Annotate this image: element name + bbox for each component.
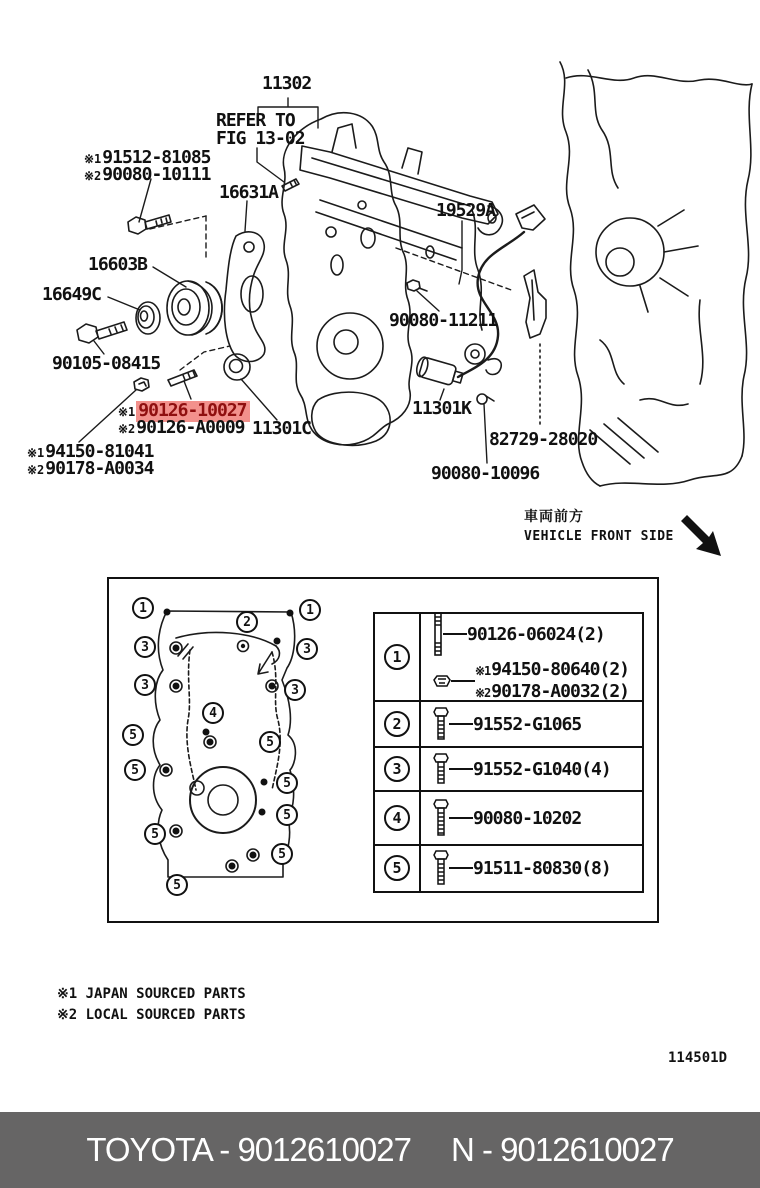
bolt-90080-10096 xyxy=(477,394,494,404)
leader-line xyxy=(449,867,473,869)
row-callout: 3 xyxy=(384,756,410,782)
engine-block xyxy=(560,62,752,486)
diagram-callout-5: 5 xyxy=(276,772,298,794)
part-number[interactable]: ※290178-A0032(2) xyxy=(475,681,629,702)
bolt-icon xyxy=(433,753,449,785)
part-label-91512-81085[interactable]: ※1 91512-81085 xyxy=(84,147,211,168)
crank-sensor-11301K xyxy=(415,356,465,388)
diagram-callout-5: 5 xyxy=(144,823,166,845)
stud-90126 xyxy=(168,370,197,386)
row-callout: 5 xyxy=(384,855,410,881)
table-row[interactable] xyxy=(375,846,642,891)
diagram-callout-4: 4 xyxy=(202,702,224,724)
part-label-11302[interactable]: 11302 xyxy=(262,73,312,94)
part-number[interactable]: 91552-G1040(4) xyxy=(473,758,611,780)
part-number[interactable]: 90080-10202 xyxy=(473,807,582,829)
front-direction-arrow xyxy=(681,515,721,556)
nut-icon xyxy=(433,674,451,688)
leader-line xyxy=(449,817,473,819)
diagram-callout-1: 1 xyxy=(299,599,321,621)
part-number[interactable]: 91552-G1065 xyxy=(473,713,582,735)
note-local-sourced: ※2 LOCAL SOURCED PARTS xyxy=(57,1007,246,1023)
bolt-91512 xyxy=(128,215,171,234)
vehicle-front-en: VEHICLE FRONT SIDE xyxy=(524,529,674,544)
part-label-90080-10096[interactable]: 90080-10096 xyxy=(431,463,540,484)
diagram-callout-5: 5 xyxy=(124,759,146,781)
diagram-callout-5: 5 xyxy=(166,874,188,896)
vehicle-front-side-note xyxy=(524,506,674,544)
part-number[interactable]: ※194150-80640(2) xyxy=(475,659,629,680)
footer-n-part: N - 9012610027 xyxy=(450,1131,674,1168)
diagram-callout-3: 3 xyxy=(134,674,156,696)
bolt-90105 xyxy=(77,322,127,343)
part-label-REFER TO[interactable]: REFER TO xyxy=(216,110,295,131)
part-label-90080-10111[interactable]: ※2 90080-10111 xyxy=(84,164,211,185)
diagram-callout-2: 2 xyxy=(236,611,258,633)
row-callout: 1 xyxy=(384,644,410,670)
bolt-icon xyxy=(433,707,449,741)
bolt-icon xyxy=(433,799,449,837)
part-number[interactable]: 91511-80830(8) xyxy=(473,857,611,879)
part-label-90105-08415[interactable]: 90105-08415 xyxy=(52,353,161,374)
diagram-callout-3: 3 xyxy=(296,638,318,660)
figure-code: 114501D xyxy=(668,1050,728,1066)
part-label-11301C[interactable]: 11301C xyxy=(252,418,312,439)
table-row[interactable] xyxy=(375,792,642,846)
diagram-callout-5: 5 xyxy=(122,724,144,746)
part-label-94150-81041[interactable]: ※1 94150-81041 xyxy=(27,441,154,462)
row-callout: 4 xyxy=(384,805,410,831)
diagram-callout-1: 1 xyxy=(132,597,154,619)
footer-toyota-part: TOYOTA - 9012610027 xyxy=(86,1131,411,1168)
part-label-90126-A0009[interactable]: ※2 90126-A0009 xyxy=(118,417,245,438)
table-row[interactable] xyxy=(375,748,642,792)
diagram-callout-3: 3 xyxy=(134,636,156,658)
part-label-82729-28020[interactable]: 82729-28020 xyxy=(489,429,598,450)
part-label-16649C[interactable]: 16649C xyxy=(42,284,102,305)
idler-pulley-16649C xyxy=(136,302,160,334)
diagram-callout-5: 5 xyxy=(276,804,298,826)
diagram-callout-5: 5 xyxy=(259,731,281,753)
bracket-82729 xyxy=(524,270,546,428)
vehicle-front-jp: 車両前方 xyxy=(524,509,584,525)
nut-94150 xyxy=(134,378,149,391)
diagram-callout-5: 5 xyxy=(271,843,293,865)
stud-icon xyxy=(433,612,443,656)
footer-part-number-bar xyxy=(0,1112,760,1188)
part-label-90126-10027[interactable]: ※1 90126-10027 xyxy=(118,401,250,422)
part-label-FIG 13-02[interactable]: FIG 13-02 xyxy=(216,128,305,149)
leader-line xyxy=(443,633,467,635)
crank-pulley-16603B xyxy=(167,281,222,335)
sourcing-notes xyxy=(57,984,246,1026)
table-row[interactable] xyxy=(375,614,642,702)
leader-line xyxy=(449,723,473,725)
table-row[interactable] xyxy=(375,702,642,748)
bolt-90080-11211 xyxy=(407,280,427,291)
bolt-icon xyxy=(433,850,449,886)
diagram-callout-3: 3 xyxy=(284,679,306,701)
leader-line xyxy=(449,768,473,770)
part-label-90178-A0034[interactable]: ※2 90178-A0034 xyxy=(27,458,154,479)
part-label-16603B[interactable]: 16603B xyxy=(88,254,148,275)
note-japan-sourced: ※1 JAPAN SOURCED PARTS xyxy=(57,986,246,1002)
part-number[interactable]: 90126-06024(2) xyxy=(467,623,605,645)
part-label-11301K[interactable]: 11301K xyxy=(412,398,472,419)
leader-line xyxy=(451,680,475,682)
part-label-16631A[interactable]: 16631A xyxy=(219,182,279,203)
idler-bracket-16631A xyxy=(224,232,264,362)
row-callout: 2 xyxy=(384,711,410,737)
part-label-90080-11211[interactable]: 90080-11211 xyxy=(389,310,498,331)
part-label-19529A[interactable]: 19529A xyxy=(436,200,496,221)
fastener-table xyxy=(373,612,644,893)
timing-cover xyxy=(282,113,485,446)
